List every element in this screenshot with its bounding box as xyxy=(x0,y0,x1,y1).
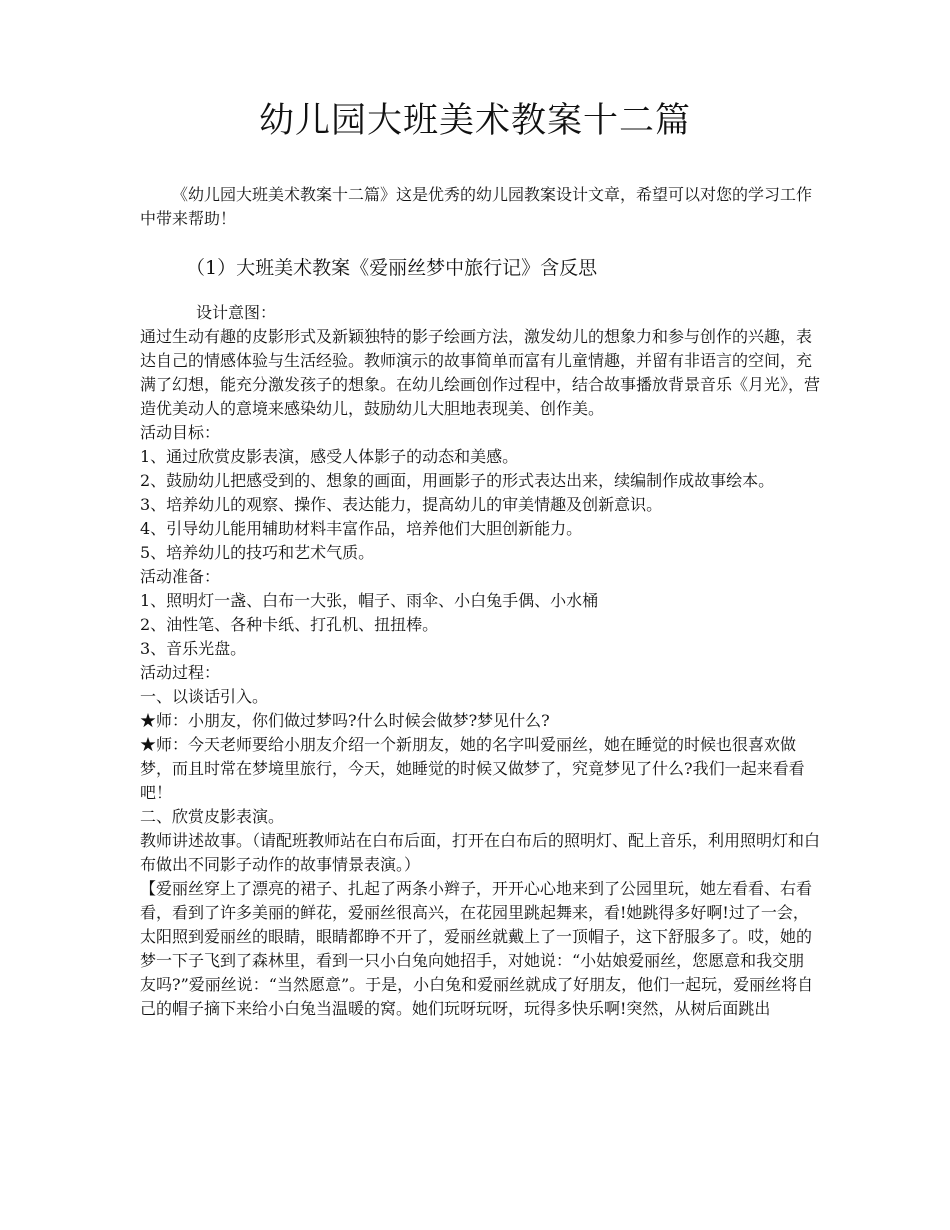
prep-item: 1、照明灯一盏、白布一大张，帽子、雨伞、小白兔手偶、小水桶 xyxy=(140,591,599,610)
goal-item: 4、引导幼儿能用辅助材料丰富作品，培养他们大胆创新能力。 xyxy=(140,519,583,538)
goal-item: 2、鼓励幼儿把感受到的、想象的画面，用画影子的形式表达出来，续编制作成故事绘本。 xyxy=(140,471,775,490)
process-item: 二、欣赏皮影表演。 xyxy=(140,807,285,826)
prep-item: 2、油性笔、各种卡纸、打孔机、扭扭棒。 xyxy=(140,615,439,634)
prep-item: 3、音乐光盘。 xyxy=(140,639,247,658)
goal-item: 5、培养幼儿的技巧和艺术气质。 xyxy=(140,543,375,562)
process-item: 教师讲述故事。（请配班教师站在白布后面，打开在白布后的照明灯、配上音乐，利用照明灯和白布做出不同影子动作的故事情景表演。） xyxy=(140,831,821,874)
process-item: 一、以谈话引入。 xyxy=(140,687,269,706)
design-intent-label: 设计意图： xyxy=(196,303,277,322)
intro-paragraph: 《幼儿园大班美术教案十二篇》这是优秀的幼儿园教案设计文章，希望可以对您的学习工作中带来帮助！ xyxy=(140,185,813,228)
goal-item: 1、通过欣赏皮影表演，感受人体影子的动态和美感。 xyxy=(140,447,519,466)
goals-label: 活动目标： xyxy=(140,423,221,442)
process-item: ★师：小朋友，你们做过梦吗?什么时候会做梦?梦见什么? xyxy=(140,711,550,730)
section-heading: （1）大班美术教案《爱丽丝梦中旅行记》含反思 xyxy=(186,257,598,279)
prep-label: 活动准备： xyxy=(140,567,221,586)
document-body xyxy=(140,301,820,1021)
process-item: 【爱丽丝穿上了漂亮的裙子、扎起了两条小辫子，开开心心地来到了公园里玩，她左看看、右看看，看到了许多美丽的鲜花，爱丽丝很高兴，在花园里跳起舞来，看!她跳得多好啊!过了一会，太阳照到爱丽丝的眼睛，眼睛都睁不开了，爱丽丝就戴上了一顶帽子，这下舒服多了。哎，她的梦一下子飞到了森林里，看到一只小白兔向她招手，对她说：“小姑娘爱丽丝，您愿意和我交朋友吗?”爱丽丝说：“当然愿意”。于是，小白兔和爱丽丝就成了好朋友，他们一起玩，爱丽丝将自己的帽子摘下来给小白兔当温暖的窝。她们玩呀玩呀，玩得多快乐啊!突然，从树后面跳出 xyxy=(140,879,814,1018)
process-item: ★师：今天老师要给小朋友介绍一个新朋友，她的名字叫爱丽丝，她在睡觉的时候也很喜欢做梦，而且时常在梦境里旅行，今天，她睡觉的时候又做梦了，究竟梦见了什么?我们一起来看看吧！ xyxy=(140,735,805,802)
document-title: 幼儿园大班美术教案十二篇 xyxy=(258,101,691,141)
goal-item: 3、培养幼儿的观察、操作、表达能力，提高幼儿的审美情趣及创新意识。 xyxy=(140,495,663,514)
process-label: 活动过程： xyxy=(140,663,221,682)
design-intent-paragraph: 通过生动有趣的皮影形式及新颖独特的影子绘画方法，激发幼儿的想象力和参与创作的兴趣，表达自己的情感体验与生活经验。教师演示的故事简单而富有儿童情趣，并留有非语言的空间，充满了幻想，能充分激发孩子的想象。在幼儿绘画创作过程中，结合故事播放背景音乐《月光》，营造优美动人的意境来感染幼儿，鼓励幼儿大胆地表现美、创作美。 xyxy=(140,327,821,418)
